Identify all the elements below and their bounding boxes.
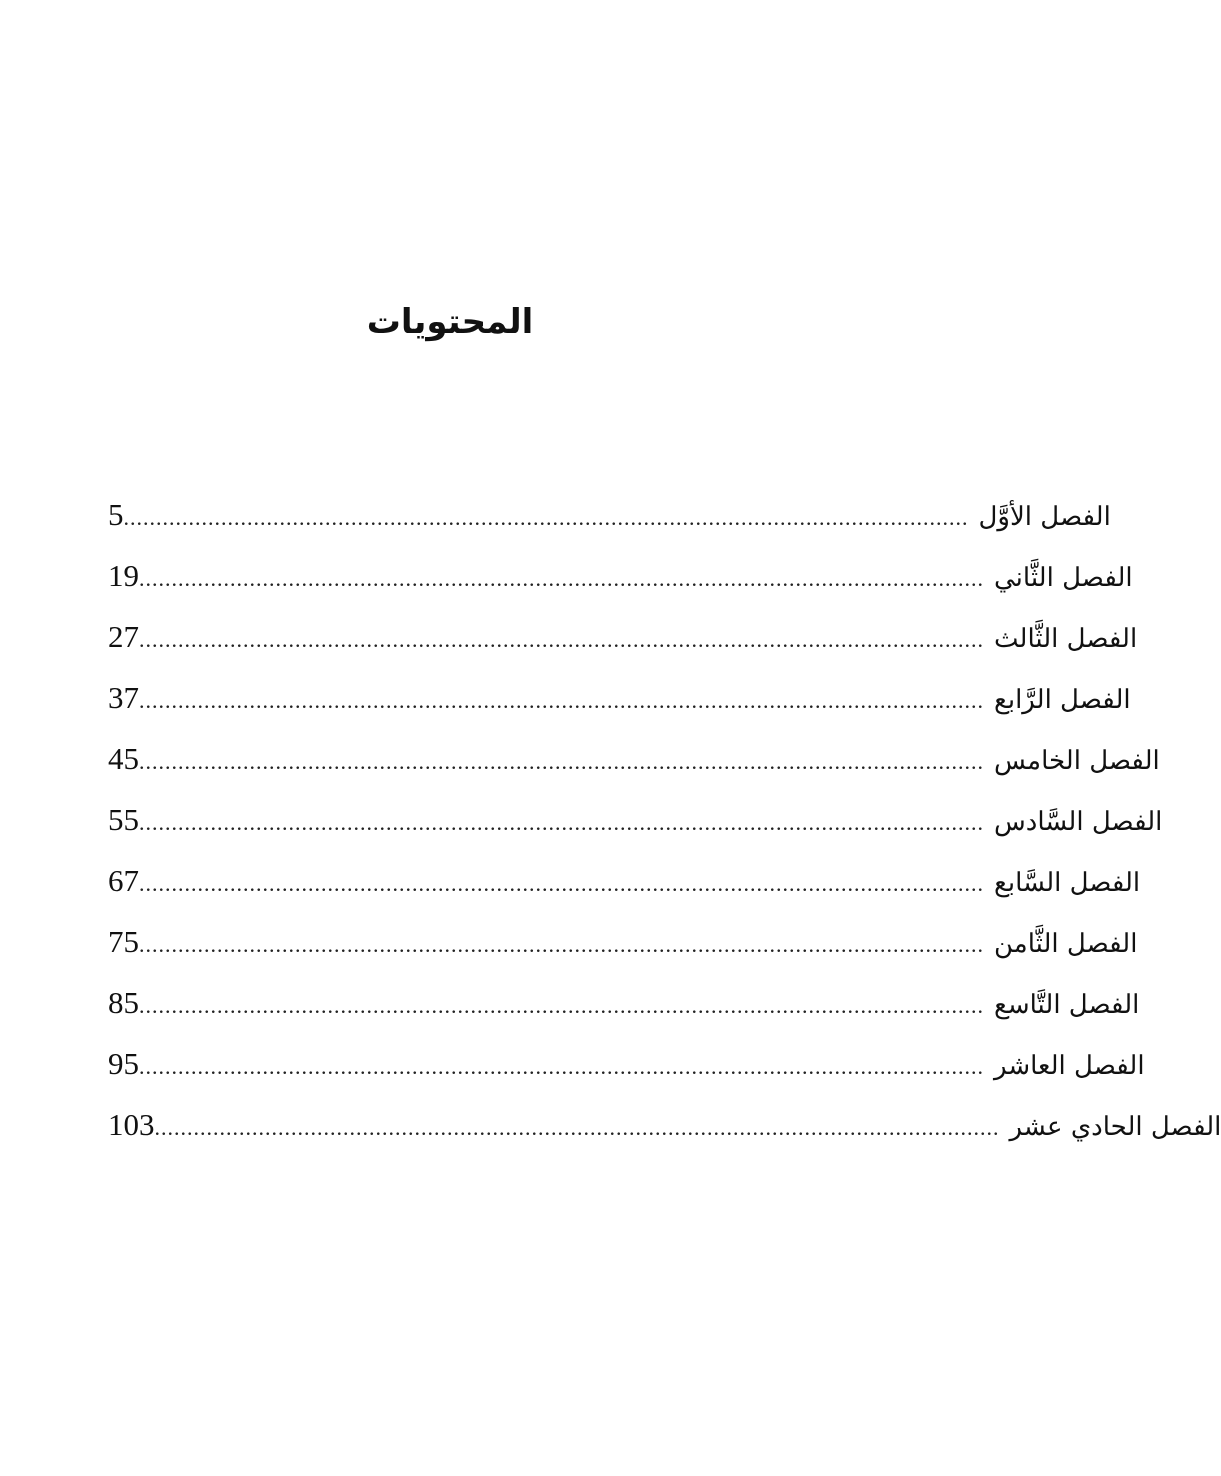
toc-entry	[108, 606, 1138, 667]
dot-leader: ..................................................................................................................................	[123, 505, 969, 530]
toc-entry	[108, 1033, 1145, 1094]
toc-page-number: 27	[108, 619, 139, 654]
toc-chapter-title: الفصل الثَّالث	[994, 624, 1138, 654]
toc-entry	[108, 850, 1141, 911]
dot-leader: ..................................................................................................................................	[139, 1054, 984, 1079]
toc-entry	[108, 789, 1163, 850]
toc-chapter-title: الفصل السَّابع	[994, 868, 1141, 898]
toc-entry	[108, 911, 1138, 972]
toc-chapter-title: الفصل الخامس	[994, 746, 1160, 776]
dot-leader: ..................................................................................................................................	[139, 993, 984, 1018]
toc-page-number: 55	[108, 802, 139, 837]
toc-entry	[108, 667, 1131, 728]
toc-entry	[108, 545, 1133, 606]
toc-entry	[108, 972, 1140, 1033]
toc-page-number: 103	[108, 1107, 155, 1142]
toc-chapter-title: الفصل الثَّاني	[994, 563, 1133, 593]
toc-page-number: 95	[108, 1046, 139, 1081]
toc-entry	[108, 1094, 1221, 1155]
table-of-contents	[108, 484, 1221, 1155]
toc-chapter-title: الفصل السَّادس	[994, 807, 1163, 837]
toc-page-number: 75	[108, 924, 139, 959]
toc-page-number: 37	[108, 680, 139, 715]
toc-chapter-title: الفصل الثَّامن	[994, 929, 1138, 959]
toc-page-number: 45	[108, 741, 139, 776]
toc-entry	[108, 484, 1111, 545]
toc-chapter-title: الفصل التَّاسع	[994, 990, 1140, 1020]
toc-page-number: 5	[108, 497, 124, 532]
dot-leader: ..................................................................................................................................	[154, 1115, 1000, 1140]
toc-page-number: 85	[108, 985, 139, 1020]
toc-page-number: 67	[108, 863, 139, 898]
toc-chapter-title: الفصل العاشر	[994, 1051, 1145, 1081]
dot-leader: ..................................................................................................................................	[139, 627, 984, 652]
toc-entry	[108, 728, 1160, 789]
dot-leader: ..................................................................................................................................	[139, 810, 984, 835]
dot-leader: ..................................................................................................................................	[139, 688, 984, 713]
dot-leader: ..................................................................................................................................	[139, 871, 984, 896]
toc-chapter-title: الفصل الأوَّل	[978, 502, 1111, 532]
dot-leader: ..................................................................................................................................	[139, 932, 984, 957]
dot-leader: ..................................................................................................................................	[139, 566, 984, 591]
toc-chapter-title: الفصل الحادي عشر	[1009, 1112, 1221, 1142]
dot-leader: ..................................................................................................................................	[139, 749, 984, 774]
page-title: المحتويات	[366, 302, 534, 342]
toc-chapter-title: الفصل الرَّابع	[994, 685, 1131, 715]
toc-page-number: 19	[108, 558, 139, 593]
